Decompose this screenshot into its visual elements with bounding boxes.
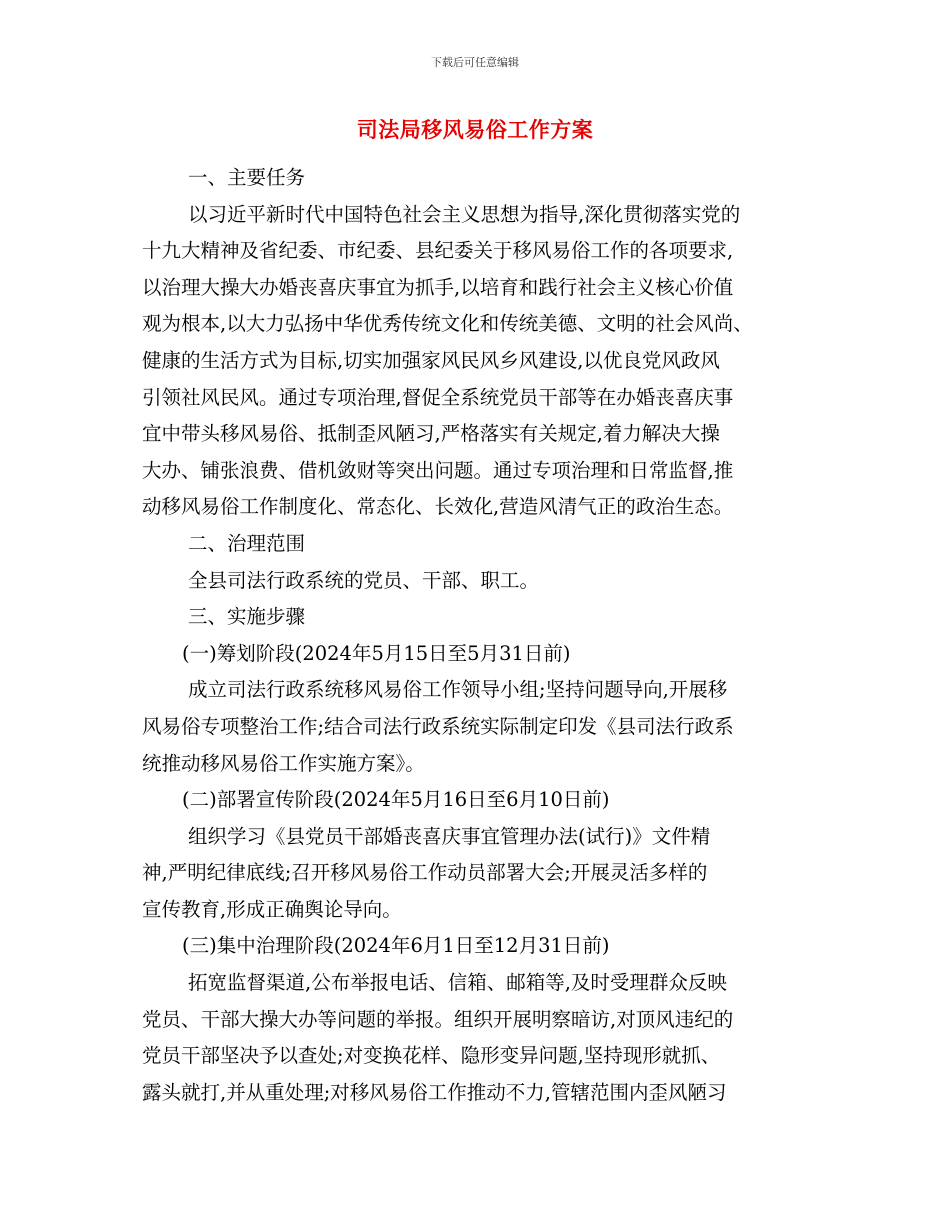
paragraph-line: 成立司法行政系统移风易俗工作领导小组;坚持问题导向,开展移	[188, 678, 728, 702]
paragraph-line: 党员干部坚决予以查处;对变换花样、隐形变异问题,坚持现形就抓、	[142, 1044, 721, 1068]
paragraph-line: 露头就打,并从重处理;对移风易俗工作推动不力,管辖范围内歪风陋习	[142, 1080, 727, 1104]
paragraph-line: 以习近平新时代中国特色社会主义思想为指导,深化贯彻落实党的	[188, 202, 741, 226]
paragraph-line: 风易俗专项整治工作;结合司法行政系统实际制定印发《县司法行政系	[142, 714, 734, 738]
document-title: 司法局移风易俗工作方案	[356, 118, 594, 142]
paragraph-line: 动移风易俗工作制度化、常态化、长效化,营造风清气正的政治生态。	[142, 495, 734, 519]
subsection-heading: (二)部署宣传阶段(2024年5月16日至6月10日前)	[182, 788, 610, 812]
subsection-heading: (三)集中治理阶段(2024年6月1日至12月31日前)	[182, 934, 610, 958]
section-heading: 三、实施步骤	[188, 605, 306, 629]
paragraph-line: 宣传教育,形成正确舆论导向。	[142, 897, 402, 921]
document-body	[142, 160, 802, 1111]
paragraph-line: 神,严明纪律底线;召开移风易俗工作动员部署大会;开展灵活多样的	[142, 861, 708, 885]
paragraph-line: 党员、干部大操大办等问题的举报。组织开展明察暗访,对顶风违纪的	[142, 1007, 734, 1031]
paragraph-line: 组织学习《县党员干部婚丧喜庆事宜管理办法(试行)》文件精	[188, 824, 711, 848]
paragraph-line: 统推动移风易俗工作实施方案》。	[142, 751, 425, 775]
section-heading: 一、主要任务	[188, 166, 306, 189]
paragraph-line: 宜中带头移风易俗、抵制歪风陋习,严格落实有关规定,着力解决大操	[142, 422, 720, 446]
paragraph-line: 十九大精神及省纪委、市纪委、县纪委关于移风易俗工作的各项要求,	[142, 239, 734, 263]
section-heading: 二、治理范围	[188, 531, 306, 555]
paragraph-line: 以治理大操大办婚丧喜庆事宜为抓手,以培育和践行社会主义核心价值	[142, 275, 734, 299]
paragraph-line: 拓宽监督渠道,公布举报电话、信箱、邮箱等,及时受理群众反映	[188, 971, 727, 995]
paragraph-line: 健康的生活方式为目标,切实加强家风民风乡风建设,以优良党风政风	[142, 348, 720, 372]
paragraph-line: 全县司法行政系统的党员、干部、职工。	[188, 568, 540, 592]
paragraph-line: 大办、铺张浪费、借机敛财等突出问题。通过专项治理和日常监督,推	[142, 458, 734, 482]
paragraph-line: 观为根本,以大力弘扬中华优秀传统文化和传统美德、文明的社会风尚、	[142, 312, 753, 336]
subsection-heading: (一)筹划阶段(2024年5月15日至5月31日前)	[182, 641, 571, 665]
header-note: 下载后可任意编辑	[431, 56, 519, 69]
paragraph-line: 引领社风民风。通过专项治理,督促全系统党员干部等在办婚丧喜庆事	[142, 385, 734, 409]
